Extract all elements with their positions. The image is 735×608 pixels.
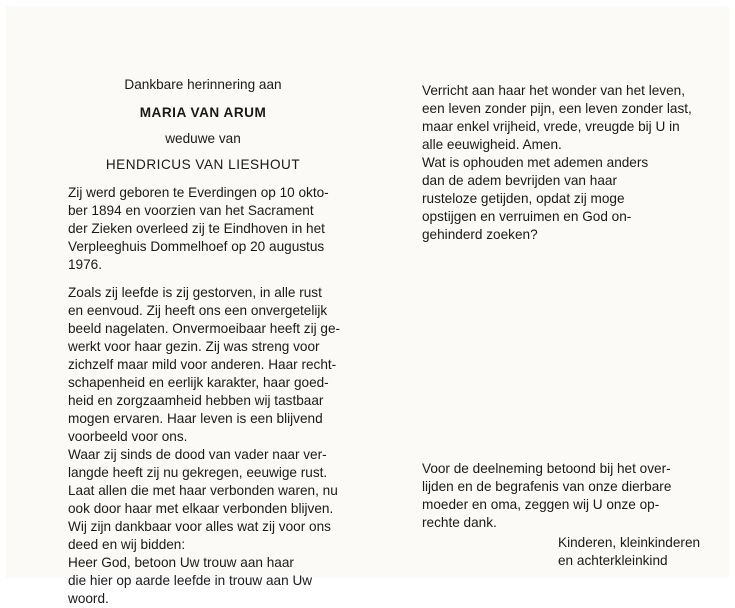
gratitude-paragraph bbox=[422, 460, 722, 532]
left-column bbox=[68, 76, 341, 608]
miracle-paragraph bbox=[422, 82, 722, 154]
text-line: een leven zonder pijn, een leven zonder last, bbox=[422, 101, 692, 116]
memorial-card bbox=[6, 6, 729, 606]
text-line: ook door haar met elkaar verbonden blijven. bbox=[68, 501, 334, 516]
text-line: alle eeuwigheid. Amen. bbox=[422, 137, 562, 152]
thanks-paragraph bbox=[68, 518, 338, 554]
prayer-paragraph bbox=[68, 554, 338, 608]
text-line: Wij zijn dankbaar voor alles wat zij voor ons bbox=[68, 519, 331, 534]
rest-paragraph bbox=[68, 446, 338, 482]
text-line: moeder en oma, zeggen wij U onze op- bbox=[422, 497, 660, 512]
family-signature bbox=[558, 534, 735, 570]
text-line: die hier op aarde leefde in trouw aan Uw bbox=[68, 573, 313, 588]
text-line: Heer God, betoon Uw trouw aan haar bbox=[68, 555, 294, 570]
deceased-name: MARIA VAN ARUM bbox=[139, 105, 267, 120]
text-line: rechte dank. bbox=[422, 515, 497, 530]
text-line: Laat allen die met haar verbonden waren, nu bbox=[68, 483, 338, 498]
text-line: dan de adem bevrijden van haar bbox=[422, 173, 617, 188]
text-line: deed en wij bidden: bbox=[68, 537, 186, 552]
life-paragraph bbox=[68, 284, 341, 446]
question-paragraph bbox=[422, 154, 722, 244]
text-line: Verricht aan haar het wonder van het leven, bbox=[422, 83, 685, 98]
text-line: maar enkel vrijheid, vrede, vreugde bij U in bbox=[422, 119, 680, 134]
text-line: schapenheid en eerlijk karakter, haar goed- bbox=[68, 375, 329, 390]
text-line: Zij werd geboren te Everdingen op 10 okto- bbox=[68, 185, 329, 200]
text-line: langde heeft zij nu gekregen, eeuwige rust. bbox=[68, 465, 328, 480]
birth-paragraph bbox=[68, 184, 338, 274]
text-line: voorbeeld voor ons. bbox=[68, 429, 188, 444]
right-column bbox=[422, 82, 722, 568]
text-line: der Zieken overleed zij te Eindhoven in het bbox=[68, 221, 325, 236]
husband-name: HENDRICUS VAN LIESHOUT bbox=[105, 157, 301, 172]
signature-line: en achterkleinkind bbox=[558, 553, 668, 568]
text-line: ber 1894 en voorzien van het Sacrament bbox=[68, 203, 314, 218]
text-line: Zoals zij leefde is zij gestorven, in alle rust bbox=[68, 285, 322, 300]
text-line: 1976. bbox=[68, 257, 103, 272]
text-line: Voor de deelneming betoond bij het over- bbox=[422, 461, 671, 476]
signature-line: Kinderen, kleinkinderen bbox=[558, 535, 701, 550]
text-line: heid en zorgzaamheid hebben wij tastbaar bbox=[68, 393, 324, 408]
text-line: Verpleeghuis Dommelhoef op 20 augustus bbox=[68, 239, 325, 254]
intro-text: Dankbare herinnering aan bbox=[124, 77, 282, 92]
text-line: woord. bbox=[68, 591, 109, 606]
text-line: rusteloze getijden, opdat zij moge bbox=[422, 191, 625, 206]
text-line: gehinderd zoeken? bbox=[422, 227, 538, 242]
text-line: beeld nagelaten. Onvermoeibaar heeft zij ge- bbox=[68, 321, 341, 336]
text-line: lijden en de begrafenis van onze dierbare bbox=[422, 479, 672, 494]
text-line: zichzelf maar mild voor anderen. Haar recht- bbox=[68, 357, 337, 372]
text-line: Wat is ophouden met ademen anders bbox=[422, 155, 649, 170]
bond-paragraph bbox=[68, 482, 338, 518]
widow-of-text: weduwe van bbox=[165, 131, 241, 146]
text-line: Waar zij sinds de dood van vader naar ver- bbox=[68, 447, 327, 462]
text-line: werkt voor haar gezin. Zij was streng voor bbox=[68, 339, 320, 354]
text-line: mogen ervaren. Haar leven is een blijvend bbox=[68, 411, 323, 426]
text-line: opstijgen en verruimen en God on- bbox=[422, 209, 632, 224]
text-line: en eenvoud. Zij heeft ons een onvergetelijk bbox=[68, 303, 328, 318]
